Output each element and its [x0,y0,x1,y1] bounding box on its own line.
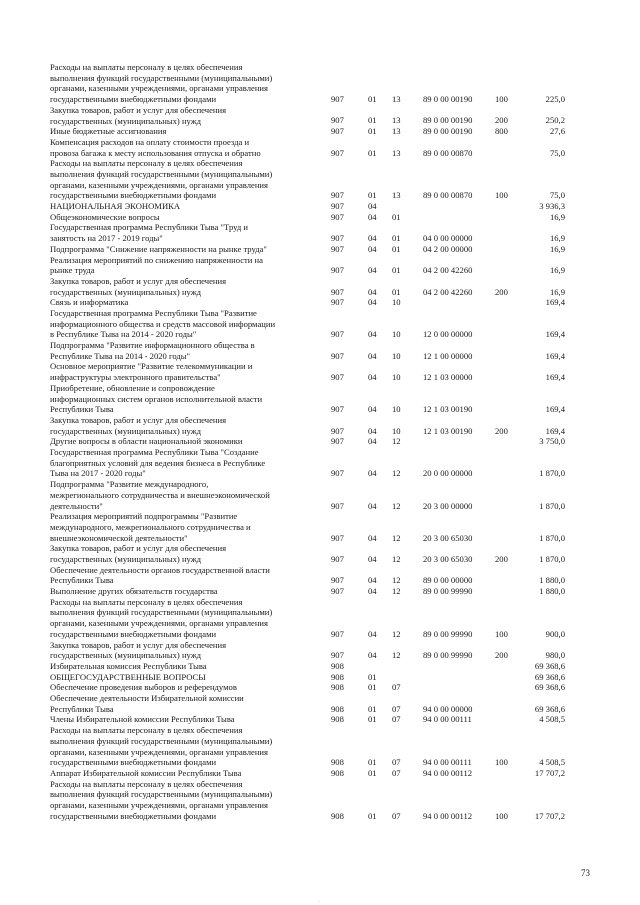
ministry-code: 907 [331,500,344,511]
target-article-code: 89 0 00 99990 [423,650,473,661]
target-article-code: 89 0 00 00870 [423,190,473,201]
ministry-code: 908 [331,660,344,671]
expense-type-code: 100 [495,810,508,821]
table-row [0,479,640,511]
subsection-code: 01 [392,286,401,297]
subsection-code: 07 [392,810,401,821]
row-name: Аппарат Избирательной комиссии Республики Тыва [50,767,242,778]
amount: 4 508,5 [539,757,565,768]
target-article-code: 94 0 00 00112 [423,767,473,778]
table-row [0,768,640,779]
row-name: Расходы на выплаты персоналу в целях обеспечения выполнения функций государственными (муниципальными) органами, казенными учреждениями, органами управления государственными внебюджетными фондами [50,158,273,201]
ministry-code: 907 [331,575,344,586]
section-code: 04 [368,425,377,436]
ministry-code: 907 [331,586,344,597]
section-code: 04 [368,201,377,212]
amount: 4 508,5 [539,714,565,725]
target-article-code: 04 2 00 42260 [423,286,473,297]
target-article-code: 94 0 00 00111 [423,757,472,768]
subsection-code: 01 [392,243,401,254]
row-name: Государственная программа Республики Тыва "Развитие информационного общества и средств массовой информации в Республике Тыва на 2014 - 2020 годы" [50,307,276,340]
row-name: Обеспечение деятельности Избирательной комиссии Республики Тыва [50,693,244,714]
target-article-code: 12 1 03 00190 [423,425,473,436]
target-article-code: 20 3 00 00000 [423,500,473,511]
table-row [0,62,640,105]
ministry-code: 907 [331,94,344,105]
row-name: Выполнение других обязательств государства [50,586,218,597]
subsection-code: 01 [392,233,401,244]
row-name: Иные бюджетные ассигнования [50,126,167,137]
expense-type-code: 100 [495,94,508,105]
section-code: 04 [368,233,377,244]
table-row [0,383,640,415]
expense-type-code: 200 [495,286,508,297]
ministry-code: 907 [331,297,344,308]
amount: 27,6 [549,126,565,137]
target-article-code: 89 0 00 99990 [423,628,473,639]
row-name: Члены Избирательной комиссии Республики Тыва [50,714,235,725]
subsection-code: 10 [392,350,401,361]
amount: 1 880,0 [539,586,565,597]
table-row [0,244,640,255]
subsection-code: 13 [392,190,401,201]
target-article-code: 04 2 00 42260 [423,265,473,276]
target-article-code: 94 0 00 00000 [423,703,473,714]
section-code: 01 [368,810,377,821]
amount: 69 368,6 [534,703,565,714]
target-article-code: 12 1 00 00000 [423,350,473,361]
section-code: 04 [368,468,377,479]
section-code: 04 [368,372,377,383]
subsection-code: 10 [392,372,401,383]
subsection-code: 12 [392,586,401,597]
ministry-code: 908 [331,703,344,714]
expense-type-code: 200 [495,425,508,436]
amount: 3 936,3 [539,201,565,212]
table-row [0,565,640,586]
ministry-code: 907 [331,201,344,212]
amount: 3 750,0 [539,436,565,447]
target-article-code: 89 0 00 00000 [423,575,473,586]
table-row [0,693,640,714]
row-name: Подпрограмма "Развитие международного, межрегионального сотрудничества и внешнеэкономической деятельности" [50,479,270,511]
section-code: 04 [368,265,377,276]
ministry-code: 907 [331,115,344,126]
row-name: Закупка товаров, работ и услуг для обеспечения государственных (муниципальных) нужд [50,275,227,297]
section-code: 04 [368,329,377,340]
row-name: Связь и информатика [50,297,129,308]
table-row [0,640,640,661]
section-code: 04 [368,532,377,543]
amount: 980,0 [545,650,565,661]
ministry-code: 908 [331,757,344,768]
subsection-code: 10 [392,404,401,415]
ministry-code: 908 [331,671,344,682]
subsection-code: 10 [392,329,401,340]
subsection-code: 07 [392,714,401,725]
amount: 169,4 [545,297,565,308]
budget-table [0,62,640,821]
target-article-code: 04 2 00 00000 [423,243,473,254]
section-code: 04 [368,404,377,415]
section-code: 04 [368,350,377,361]
subsection-code: 12 [392,554,401,564]
amount: 16,9 [549,211,565,222]
row-name: Общеэкономические вопросы [50,211,160,222]
row-name: Реализация мероприятий подпрограммы "Развитие международного, межрегионального сотрудничества и внешнеэкономической деятельности" [50,511,251,543]
section-code: 04 [368,650,377,661]
table-row [0,725,640,768]
ministry-code: 907 [331,404,344,415]
table-row [0,340,640,361]
table-row [0,672,640,683]
table-row [0,255,640,276]
row-name: Компенсация расходов на оплату стоимости проезда и провоза багажа к месту использования отпуска и обратно [50,136,261,158]
ministry-code: 907 [331,243,344,254]
expense-type-code: 800 [495,126,508,137]
target-article-code: 12 1 03 00000 [423,372,473,383]
table-row [0,682,640,693]
subsection-code: 01 [392,265,401,276]
row-name: Основное мероприятие "Развитие телекоммуникации и инфраструктуры электронного правительства" [50,361,253,383]
table-row [0,105,640,126]
ministry-code: 907 [331,211,344,222]
ministry-code: 907 [331,468,344,479]
row-name: ОБЩЕГОСУДАРСТВЕННЫЕ ВОПРОСЫ [50,671,206,682]
row-name: Подпрограмма "Развитие информационного общества в Республике Тыва на 2014 - 2020 годы" [50,340,255,361]
subsection-code: 07 [392,682,401,693]
row-name: Подпрограмма "Снижение напряженности на рынке труда" [50,243,267,254]
subsection-code: 10 [392,425,401,436]
section-code: 04 [368,586,377,597]
expense-type-code: 200 [495,650,508,661]
table-row [0,661,640,672]
amount: 1 870,0 [539,532,565,543]
table-row [0,126,640,137]
amount: 225,0 [545,94,565,105]
row-name: Закупка товаров, работ и услуг для обеспечения государственных (муниципальных) нужд [50,639,227,661]
subsection-code: 12 [392,500,401,511]
amount: 16,9 [549,265,565,276]
row-name: Обеспечение проведения выборов и референдумов [50,682,237,693]
ministry-code: 907 [331,265,344,276]
row-name: Расходы на выплаты персоналу в целях обеспечения выполнения функций государственными (муниципальными) органами, казенными учреждениями, органами управления государственными внебюджетными фондами [50,596,273,639]
amount: 169,4 [545,329,565,340]
table-row [0,511,640,543]
expense-type-code: 100 [495,757,508,768]
section-code: 01 [368,767,377,778]
expense-type-code: 200 [495,115,508,126]
table-row [0,158,640,201]
row-name: Государственная программа Республики Тыва "Создание благоприятных условий для ведения бизнеса в Республике Тыва на 2017 - 2020 годы" [50,447,266,479]
table-row [0,586,640,597]
ministry-code: 908 [331,767,344,778]
row-name: Обеспечение деятельности органов государственной власти Республики Тыва [50,564,270,586]
section-code: 04 [368,211,377,222]
target-article-code: 89 0 00 00190 [423,94,473,105]
amount: 169,4 [545,425,565,436]
target-article-code: 89 0 00 99990 [423,586,473,597]
row-name: Реализация мероприятий по снижению напряженности на рынке труда [50,254,263,276]
amount: 69 368,6 [534,660,565,671]
section-code: 04 [368,436,377,447]
table-row [0,308,640,340]
section-code: 04 [368,554,377,564]
ministry-code: 907 [331,436,344,447]
section-code: 04 [368,500,377,511]
target-article-code: 94 0 00 00112 [423,810,473,821]
section-code: 04 [368,297,377,308]
amount: 17 707,2 [534,767,565,778]
expense-type-code: 100 [495,628,508,639]
table-row [0,361,640,382]
subsection-code: 13 [392,126,401,137]
table-row [0,436,640,447]
target-article-code: 12 0 00 00000 [423,329,473,340]
subsection-code: 12 [392,532,401,543]
target-article-code: 20 3 00 65030 [423,554,473,564]
page-number: 73 [581,868,590,878]
row-name: Государственная программа Республики Тыва "Труд и занятость на 2017 - 2019 годы" [50,222,249,244]
subsection-code: 12 [392,650,401,661]
target-article-code: 89 0 00 00190 [423,115,473,126]
subsection-code: 13 [392,115,401,126]
target-article-code: 20 0 00 00000 [423,468,473,479]
ministry-code: 908 [331,682,344,693]
section-code: 01 [368,682,377,693]
ministry-code: 907 [331,286,344,297]
table-row [0,415,640,436]
table-row [0,201,640,212]
row-name: Закупка товаров, работ и услуг для обеспечения государственных (муниципальных) нужд [50,414,227,436]
amount: 900,0 [545,628,565,639]
section-code: 01 [368,671,377,682]
table-row [0,212,640,223]
ministry-code: 907 [331,532,344,543]
subsection-code: 13 [392,147,401,158]
ministry-code: 907 [331,126,344,137]
ministry-code: 907 [331,350,344,361]
subsection-code: 12 [392,468,401,479]
table-row [0,597,640,640]
section-code: 01 [368,126,377,137]
subsection-code: 01 [392,211,401,222]
amount: 1 870,0 [539,500,565,511]
section-code: 04 [368,286,377,297]
amount: 69 368,6 [534,682,565,693]
section-code: 01 [368,190,377,201]
amount: 250,2 [545,115,565,126]
table-row [0,714,640,725]
section-code: 01 [368,703,377,714]
subsection-code: 12 [392,575,401,586]
subsection-code: 07 [392,767,401,778]
section-code: 01 [368,115,377,126]
section-code: 04 [368,243,377,254]
section-code: 01 [368,757,377,768]
section-code: 01 [368,714,377,725]
target-article-code: 20 3 00 65030 [423,532,473,543]
subsection-code: 10 [392,297,401,308]
ministry-code: 907 [331,190,344,201]
section-code: 01 [368,94,377,105]
row-name: НАЦИОНАЛЬНАЯ ЭКОНОМИКА [50,201,181,212]
target-article-code: 94 0 00 00111 [423,714,472,725]
amount: 17 707,2 [534,810,565,821]
amount: 1 870,0 [539,554,565,564]
row-name: Закупка товаров, работ и услуг для обеспечения государственных (муниципальных) нужд [50,543,227,565]
section-code: 01 [368,147,377,158]
expense-type-code: 200 [495,554,508,564]
footer-mark: · [318,899,320,905]
target-article-code: 04 0 00 00000 [423,233,473,244]
amount: 169,4 [545,350,565,361]
subsection-code: 13 [392,94,401,105]
section-code: 04 [368,575,377,586]
table-row [0,447,640,479]
ministry-code: 907 [331,147,344,158]
ministry-code: 907 [331,628,344,639]
row-name: Избирательная комиссия Республики Тыва [50,660,207,671]
ministry-code: 908 [331,714,344,725]
amount: 169,4 [545,372,565,383]
target-article-code: 12 1 03 00190 [423,404,473,415]
row-name: Приобретение, обновление и сопровождение информационных систем органов исполнительной власти Республики Тыва [50,382,263,415]
subsection-code: 12 [392,436,401,447]
amount: 169,4 [545,404,565,415]
table-row [0,543,640,564]
amount: 1 880,0 [539,575,565,586]
ministry-code: 907 [331,650,344,661]
ministry-code: 907 [331,233,344,244]
amount: 16,9 [549,243,565,254]
amount: 1 870,0 [539,468,565,479]
amount: 75,0 [549,190,565,201]
ministry-code: 908 [331,810,344,821]
amount: 16,9 [549,286,565,297]
target-article-code: 89 0 00 00190 [423,126,473,137]
ministry-code: 907 [331,372,344,383]
row-name: Расходы на выплаты персоналу в целях обеспечения выполнения функций государственными (муниципальными) органами, казенными учреждениями, органами управления государственными внебюджетными фондами [50,62,273,105]
table-row [0,779,640,822]
row-name: Расходы на выплаты персоналу в целях обеспечения выполнения функций государственными (муниципальными) органами, казенными учреждениями, органами управления государственными внебюджетными фондами [50,778,273,821]
amount: 75,0 [549,147,565,158]
subsection-code: 07 [392,703,401,714]
row-name: Расходы на выплаты персоналу в целях обеспечения выполнения функций государственными (муниципальными) органами, казенными учреждениями, органами управления государственными внебюджетными фондами [50,725,273,768]
table-row [0,222,640,243]
ministry-code: 907 [331,554,344,564]
target-article-code: 89 0 00 00870 [423,147,473,158]
subsection-code: 07 [392,757,401,768]
expense-type-code: 100 [495,190,508,201]
ministry-code: 907 [331,329,344,340]
row-name: Закупка товаров, работ и услуг для обеспечения государственных (муниципальных) нужд [50,104,227,126]
subsection-code: 12 [392,628,401,639]
section-code: 04 [368,628,377,639]
table-row [0,276,640,297]
table-row [0,137,640,158]
row-name: Другие вопросы в области национальной экономики [50,436,243,447]
table-row [0,297,640,308]
ministry-code: 907 [331,425,344,436]
amount: 16,9 [549,233,565,244]
amount: 69 368,6 [534,671,565,682]
